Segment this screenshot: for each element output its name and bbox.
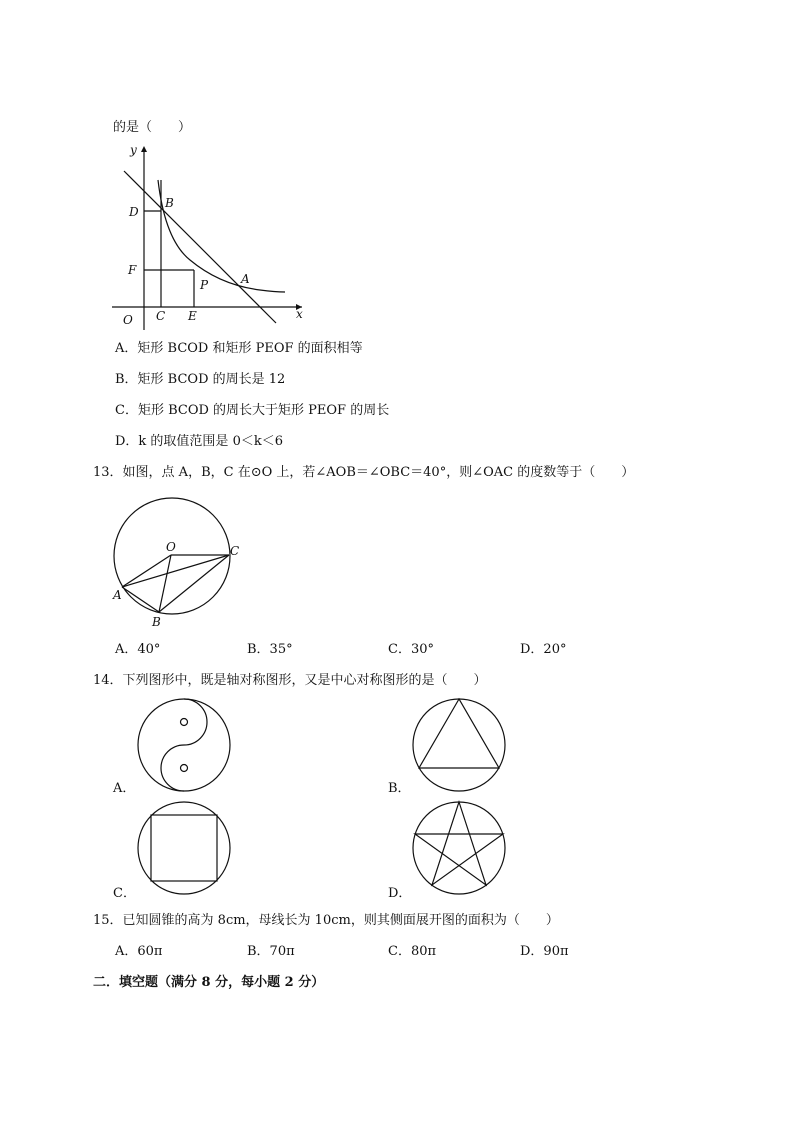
- q13-option-c: C．30°: [388, 642, 434, 657]
- section-2-heading: 二．填空题（满分 8 分，每小题 2 分）: [93, 975, 325, 990]
- label-y: y: [130, 143, 137, 157]
- outer-circle: [138, 802, 230, 894]
- q15-option-c: C．80π: [388, 944, 437, 959]
- outer-circle: [413, 699, 505, 791]
- outer-circle: [413, 802, 505, 894]
- q15-option-b: B．70π: [247, 944, 295, 959]
- q15-option-d: D．90π: [520, 944, 569, 959]
- q12-graph: [110, 140, 310, 330]
- q15-option-a: A．60π: [115, 944, 163, 959]
- hyperbola-curve: [158, 180, 285, 292]
- label-c: C: [156, 309, 166, 323]
- label-o: O: [123, 313, 133, 327]
- q12-option-b: B．矩形 BCOD 的周长是 12: [115, 372, 286, 387]
- s-curve: [161, 699, 207, 791]
- q14-stem: 14．下列图形中，既是轴对称图形，又是中心对称图形的是（ ）: [93, 673, 487, 688]
- label-c: C: [230, 544, 240, 558]
- label-f: F: [128, 263, 137, 277]
- q13-option-d: D．20°: [520, 642, 567, 657]
- segment-ac: [122, 555, 229, 587]
- linear-function-line: [124, 171, 276, 323]
- q15-stem: 15．已知圆锥的高为 8cm，母线长为 10cm，则其侧面展开图的面积为（ ）: [93, 913, 559, 928]
- q12-option-a: A．矩形 BCOD 和矩形 PEOF 的面积相等: [115, 341, 363, 356]
- circle-o: [114, 498, 230, 614]
- q14-option-b: B．: [388, 781, 411, 796]
- q13-option-a: A．40°: [115, 642, 161, 657]
- q13-stem: 13．如图，点 A，B，C 在⊙O 上，若∠AOB＝∠OBC＝40°，则∠OAC 的度数等于（ ）: [93, 465, 635, 480]
- q14-option-a: A．: [113, 781, 136, 796]
- pentagram-in-circle-figure: [410, 800, 510, 900]
- segment-ab: [122, 587, 159, 612]
- label-x: x: [296, 307, 303, 321]
- triangle-in-circle-figure: [410, 697, 510, 797]
- upper-dot: [181, 719, 188, 726]
- label-p: P: [200, 278, 209, 292]
- label-d: D: [129, 205, 139, 219]
- label-b: B: [165, 196, 174, 210]
- segment-oa: [122, 555, 171, 587]
- y-axis-arrow: [141, 146, 147, 152]
- inscribed-square: [151, 815, 217, 881]
- q14-option-c: C．: [113, 886, 136, 901]
- label-e: E: [188, 309, 197, 323]
- label-a: A: [241, 272, 250, 286]
- label-a: A: [113, 588, 122, 602]
- q14-option-d: D．: [388, 886, 412, 901]
- label-o: O: [166, 540, 176, 554]
- q12-option-c: C．矩形 BCOD 的周长大于矩形 PEOF 的周长: [115, 403, 390, 418]
- square-in-circle-figure: [135, 800, 235, 900]
- q12-option-d: D．k 的取值范围是 0＜k＜6: [115, 434, 283, 449]
- yin-yang-figure: [135, 697, 235, 797]
- lower-dot: [181, 765, 188, 772]
- inscribed-triangle: [419, 699, 499, 768]
- label-b: B: [152, 615, 161, 629]
- q13-circle-figure: [108, 495, 248, 630]
- q13-option-b: B．35°: [247, 642, 293, 657]
- q12-stem-end: 的是（ ）: [113, 120, 192, 135]
